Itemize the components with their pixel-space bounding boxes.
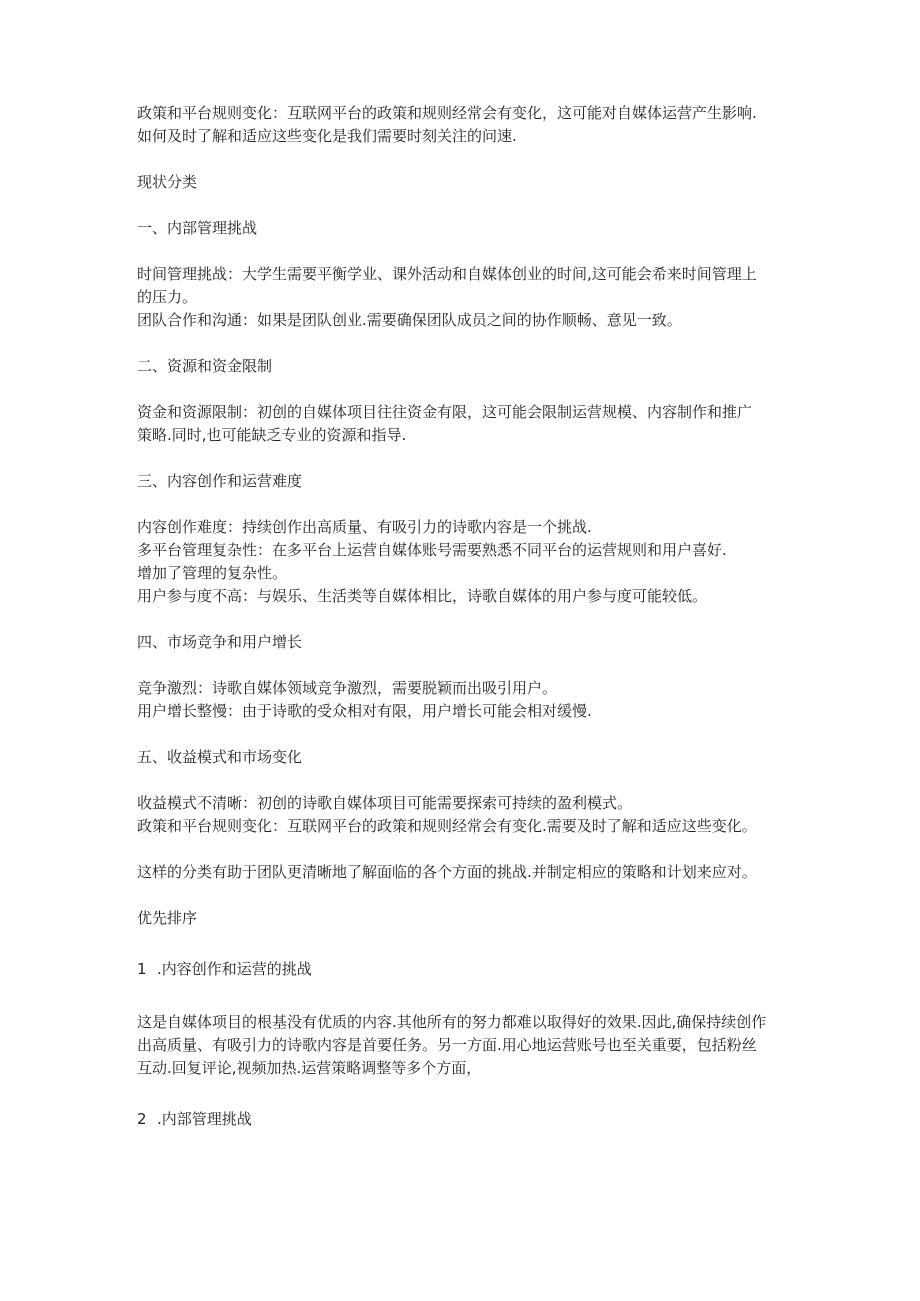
text-line: 用户参与度不高：与娱乐、生活类等自媒体相比，诗歌自媒体的用户参与度可能较低。 — [137, 587, 708, 605]
text-line: 政策和平台规则变化：互联网平台的政策和规则经常会有变化.需要及时了解和适应这些变化。 — [137, 817, 757, 835]
text-line: 收益模式不清晰：初创的诗歌自媒体项目可能需要探索可持续的盈利模式。 — [137, 794, 633, 812]
category-body — [137, 792, 797, 838]
category-heading: 三、内容创作和运营难度 — [137, 472, 303, 490]
text-line: 如何及时了解和适应这些变化是我们需要时刻关注的问速. — [137, 127, 517, 145]
text-line: 互动.回复评论,视频加热.运营策略调整等多个方面， — [137, 1059, 482, 1077]
text-line: 这样的分类有助于团队更清晰地了解面临的各个方面的挑战.并制定相应的策略和计划来应对。 — [137, 863, 757, 881]
text-line: 增加了管理的复杂性。 — [137, 564, 288, 582]
category-heading: 二、资源和资金限制 — [137, 357, 273, 375]
category-body — [137, 677, 797, 723]
text-line: 资金和资源限制：初创的自媒体项目往往资金有限，这可能会限制运营规模、内容制作和推广 — [137, 403, 753, 421]
category-body — [137, 401, 797, 447]
intro-paragraph — [137, 102, 797, 148]
priority-heading-text: .内部管理挑战 — [157, 1110, 252, 1128]
priority-heading-text: .内容创作和运营的挑战 — [157, 960, 312, 978]
text-line: 这是自媒体项目的根基没有优质的内容.其他所有的努力都难以取得好的效果.因此,确保持续创作 — [137, 1013, 767, 1031]
text-line: 政策和平台规则变化：互联网平台的政策和规则经常会有变化，这可能对自媒体运营产生影响. — [137, 104, 757, 122]
text-line: 时间管理挑战：大学生需要平衡学业、课外活动和自媒体创业的时间,这可能会希来时间管理上 — [137, 265, 757, 283]
section-title: 现状分类 — [137, 173, 198, 191]
text-line: 多平台管理复杂性：在多平台上运营自媒体账号需要熟悉不同平台的运营规则和用户喜好. — [137, 541, 727, 559]
priority-number: 1 — [137, 960, 147, 978]
priority-body — [137, 1011, 797, 1080]
text-line: 团队合作和沟通：如果是团队创业.需要确保团队成员之间的协作顺畅、意见一致。 — [137, 311, 682, 329]
priority-title: 优先排序 — [137, 909, 198, 927]
summary-paragraph — [137, 861, 797, 884]
text-line: 的压力。 — [137, 288, 198, 306]
text-line: 内容创作难度：持续创作出高质量、有吸引力的诗歌内容是一个挑战. — [137, 518, 592, 536]
document-page — [137, 102, 797, 1161]
category-heading: 五、收益模式和市场变化 — [137, 748, 303, 766]
priority-heading — [137, 1108, 797, 1131]
category-heading: 一、内部管理挑战 — [137, 219, 258, 237]
text-line: 策略.同时,也可能缺乏专业的资源和指导. — [137, 426, 407, 444]
text-line: 竞争激烈：诗歌自媒体领域竞争激烈，需要脱颖而出吸引用户。 — [137, 679, 558, 697]
text-line: 用户增长整慢：由于诗歌的受众相对有限，用户增长可能会相对缓慢. — [137, 702, 592, 720]
priority-number: 2 — [137, 1110, 147, 1128]
category-body — [137, 263, 797, 332]
text-line: 出高质量、有吸引力的诗歌内容是首要任务。另一方面.用心地运营账号也至关重要，包括粉丝 — [137, 1036, 757, 1054]
priority-heading — [137, 958, 797, 981]
category-body — [137, 516, 797, 608]
category-heading: 四、市场竞争和用户增长 — [137, 633, 303, 651]
